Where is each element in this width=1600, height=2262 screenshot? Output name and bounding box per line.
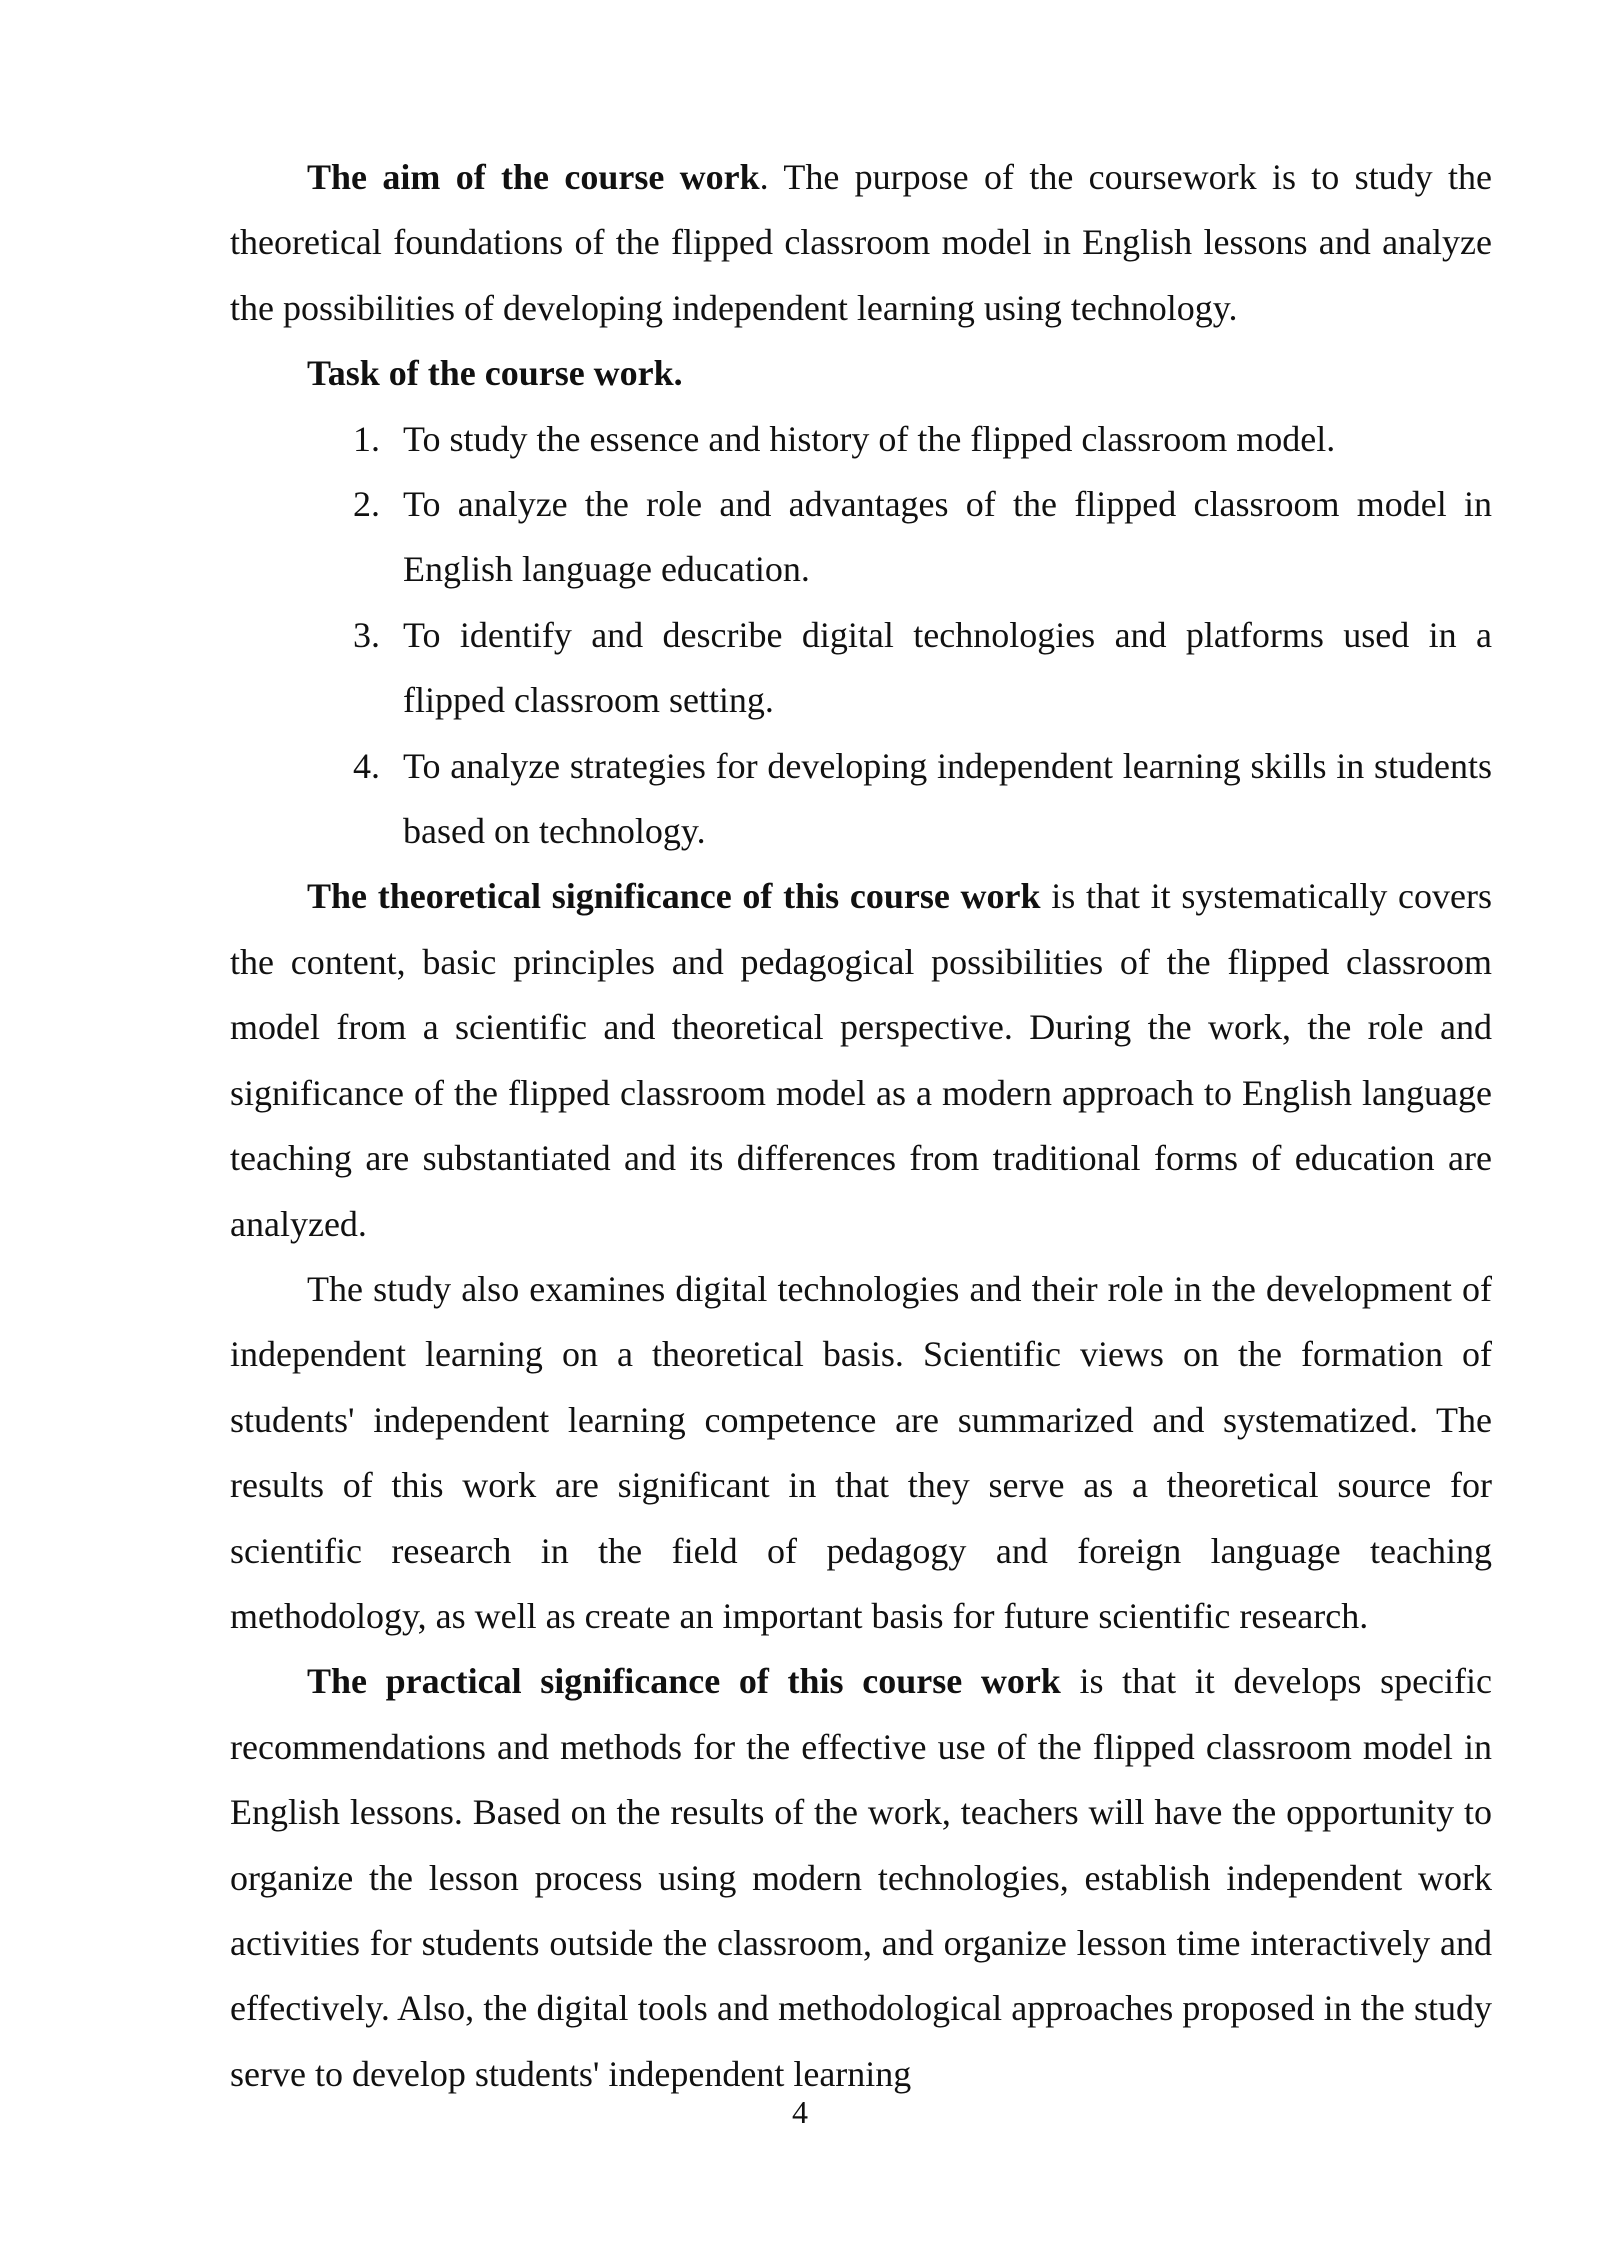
list-item-number: 3. [353, 614, 380, 655]
tasks-heading [230, 341, 1492, 406]
list-item-text: To analyze the role and advantages of the flipped classroom model in English language education. [403, 484, 1492, 590]
aim-heading: The aim of the course work [307, 157, 760, 197]
list-item [353, 603, 1492, 734]
aim-text: . The purpose of the coursework is to study the theoretical foundations of the flipped classroom model in English lessons and analyze the possibilities of developing independent learning using technology. [230, 157, 1492, 328]
theoretical-significance-text: is that it systematically covers the content, basic principles and pedagogical possibilities of the flipped classroom model from a scientific and theoretical perspective. During the work, the role and significance of the flipped classroom model as a modern approach to English language teaching are substantiated and its differences from traditional forms of education are analyzed. [230, 876, 1493, 1244]
document-page [230, 145, 1492, 2107]
aim-paragraph [230, 145, 1492, 341]
list-item-text: To study the essence and history of the flipped classroom model. [403, 418, 1336, 459]
list-item-number: 2. [353, 484, 380, 525]
list-item [353, 472, 1492, 603]
page-number: 4 [792, 2094, 808, 2130]
tasks-list [230, 407, 1492, 865]
tasks-heading-text: Task of the course work. [307, 353, 683, 394]
theoretical-significance-paragraph [230, 864, 1492, 1256]
list-item-text: To identify and describe digital technologies and platforms used in a flipped classroom setting. [403, 614, 1492, 721]
study-paragraph: The study also examines digital technologies and their role in the development of independent learning on a theoretical basis. Scientific views on the formation of students' independent learning competence are summarized and systematized. The results of this work are significant in that they serve as a theoretical source for scientific research in the field of pedagogy and foreign language teaching methodology, as well as create an important basis for future scientific research. [230, 1268, 1492, 1636]
list-item-number: 1. [353, 418, 380, 459]
list-item-number: 4. [353, 745, 380, 786]
list-item [353, 407, 1492, 472]
list-item [353, 734, 1492, 865]
list-item-text: To analyze strategies for developing independent learning skills in students based on technology. [403, 745, 1492, 852]
theoretical-significance-heading: The theoretical significance of this course work [307, 876, 1041, 917]
practical-significance-paragraph [230, 1649, 1492, 2107]
practical-significance-heading: The practical significance of this course work [307, 1661, 1061, 1702]
practical-significance-text: is that it develops specific recommendations and methods for the effective use of the flipped classroom model in English lessons. Based on the results of the work, teachers will have the opportunity to organize the lesson process using modern technologies, establish independent work activities for students outside the classroom, and organize lesson time interactively and effectively. Also, the digital tools and methodological approaches proposed in the study serve to develop students' independent learning [230, 1661, 1493, 2094]
